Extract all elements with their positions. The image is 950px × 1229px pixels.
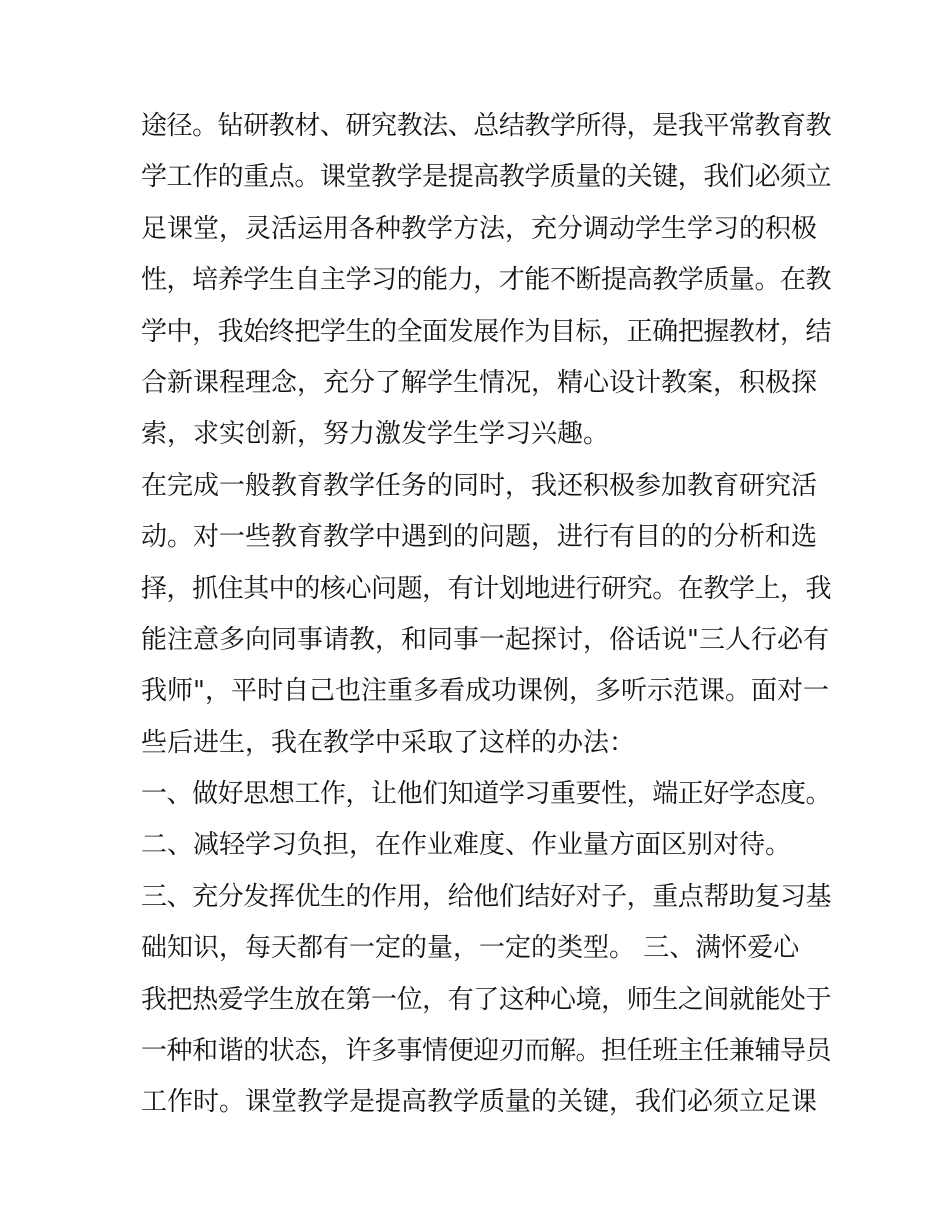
text-line: 合新课程理念，充分了解学生情况，精心设计教案，积极探 <box>141 367 818 398</box>
text-line: 些后进生，我在教学中采取了这样的办法： <box>141 727 636 758</box>
text-line: 性，培养学生自主学习的能力，才能不断提高教学质量。在教 <box>141 265 832 296</box>
text-line: 工作时。课堂教学是提高教学质量的关键，我们必须立足课 <box>141 1087 818 1118</box>
text-line: 动。对一些教育教学中遇到的问题，进行有目的的分析和选 <box>141 522 818 553</box>
text-line: 择，抓住其中的核心问题，有计划地进行研究。在教学上，我 <box>141 573 832 604</box>
text-line: 能注意多向同事请教，和同事一起探讨，俗话说"三人行必有 <box>141 624 829 655</box>
text-line: 一、做好思想工作，让他们知道学习重要性，端正好学态度。 <box>141 779 832 810</box>
text-line: 途径。钻研教材、研究教法、总结教学所得，是我平常教育教 <box>141 111 832 141</box>
text-line: 二、减轻学习负担，在作业难度、作业量方面区别对待。 <box>141 830 792 861</box>
text-line: 在完成一般教育教学任务的同时，我还积极参加教育研究活 <box>141 470 818 501</box>
body-text <box>141 101 831 1129</box>
text-line: 索，求实创新，努力激发学生学习兴趣。 <box>141 419 610 450</box>
text-line: 学中，我始终把学生的全面发展作为目标，正确把握教材，结 <box>141 316 832 347</box>
text-line: 础知识，每天都有一定的量，一定的类型。 三、满怀爱心 <box>141 933 800 964</box>
text-line: 我把热爱学生放在第一位，有了这种心境，师生之间就能处于 <box>141 984 832 1015</box>
text-line: 一种和谐的状态，许多事情便迎刃而解。担任班主任兼辅导员 <box>141 1036 832 1067</box>
text-line: 三、充分发挥优生的作用，给他们结好对子，重点帮助复习基 <box>141 881 832 912</box>
text-line: 足课堂，灵活运用各种教学方法，充分调动学生学习的积极 <box>141 213 818 244</box>
text-line: 学工作的重点。课堂教学是提高教学质量的关键，我们必须立 <box>141 162 832 193</box>
text-line: 我师"，平时自己也注重多看成功课例，多听示范课。面对一 <box>141 676 829 707</box>
